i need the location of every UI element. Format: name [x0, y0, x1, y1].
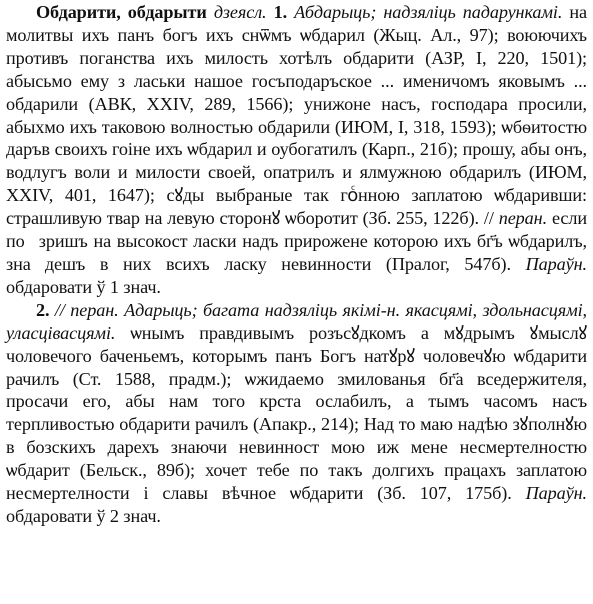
sense-2-figurative-label: перан. — [70, 299, 119, 320]
sense-1-cross-ref: обдаровати ў 1 знач. — [6, 276, 161, 297]
sense-1-definition: Абдарыць; надзяліць падарункамі. — [294, 2, 563, 22]
sense-1 — [6, 1, 587, 299]
sense-1-figurative-label: перан. — [498, 208, 548, 229]
sense-2-cross-ref: обдаровати ў 2 знач. — [6, 505, 161, 526]
sense-1-citations: на молитвы ихъ панъ богъ ихъ снѿмъ ѡбдарил (Жыц. Ал., 97); воюючихъ противъ поганства ихъ милость хотѣлъ обдарити (АЗР, I, 220, 1501); абысьмо ему з ласьки нашое госъподаръское ... именичомъ яковымъ ... обдарили (АВК, XXIV, 289, 1566); унижоне насъ, господара просили, абыхмо ихъ таковою волностью обдарили (ИЮМ, I, 318, 1593); ѡбѳитостю даръв своихъ гоіне ихъ ѡбдарил и оубогатилъ (Карп., 21б); прошу, абы онъ, водлугъ воли и милости своей, опатрилъ и ялмужною обдарилъ (ИЮМ, XXIV, 401, 1647); сꙋды выбраные так гоⷭнною заплатою ѡбдаривши: страшливую твар на левую сторонꙋ ѡборотит (Зб. 255, 122б). // — [6, 2, 588, 229]
sense-1-number: 1. — [273, 2, 288, 22]
sense-2-definition: Адарыць; багата надзяліць якімі-н. якасцямі, здольнасцямі, уласцівасцямі. — [6, 299, 588, 343]
sense-2-citations: ѡнымъ правдивымъ розъсꙋдкомъ а мꙋдрымъ ꙋмыслꙋ чоловечого баченьемъ, которымъ панъ Богъ натꙋрꙋ чоловечꙋю ѡбдарити рачилъ (Ст. 1588, прадм.); ѡжидаемо змилованья бг҃а вседержителя, просачи его, абы нам того крста ослабилъ, а тымъ часомъ насъ терпливостью обдарити рачилъ (Апакр., 214); Над то маю надѣю зꙋполнꙋю в бозскихъ дарехъ знаючи невинност мою иж мене несмертелностю ѡбдарит (Бельск., 89б); хочет тебе по такъ долгихъ працахъ заплатою несмертелности і славы вѣчное ѡбдарити (Зб. 107, 175б). — [6, 322, 587, 504]
headword: Обдарити, обдарыти — [36, 2, 207, 22]
sense-2-number: 2. — [36, 299, 50, 320]
sense-1-cross-ref-label: Параўн. — [525, 253, 587, 274]
grammar-label: дзеясл. — [213, 2, 267, 22]
sense-2-marker: // — [54, 299, 65, 320]
sense-1-figurative-citation: если поⷭзришъ на высокост ласки надъ прирожене которою ихъ бг҃ъ ѡбдарилъ, знаⷭдешъ в них всихъ ласку невинности (Пралог, 547б). — [6, 208, 587, 274]
sense-2-cross-ref-label: Параўн. — [525, 483, 587, 504]
sense-2 — [6, 299, 587, 528]
